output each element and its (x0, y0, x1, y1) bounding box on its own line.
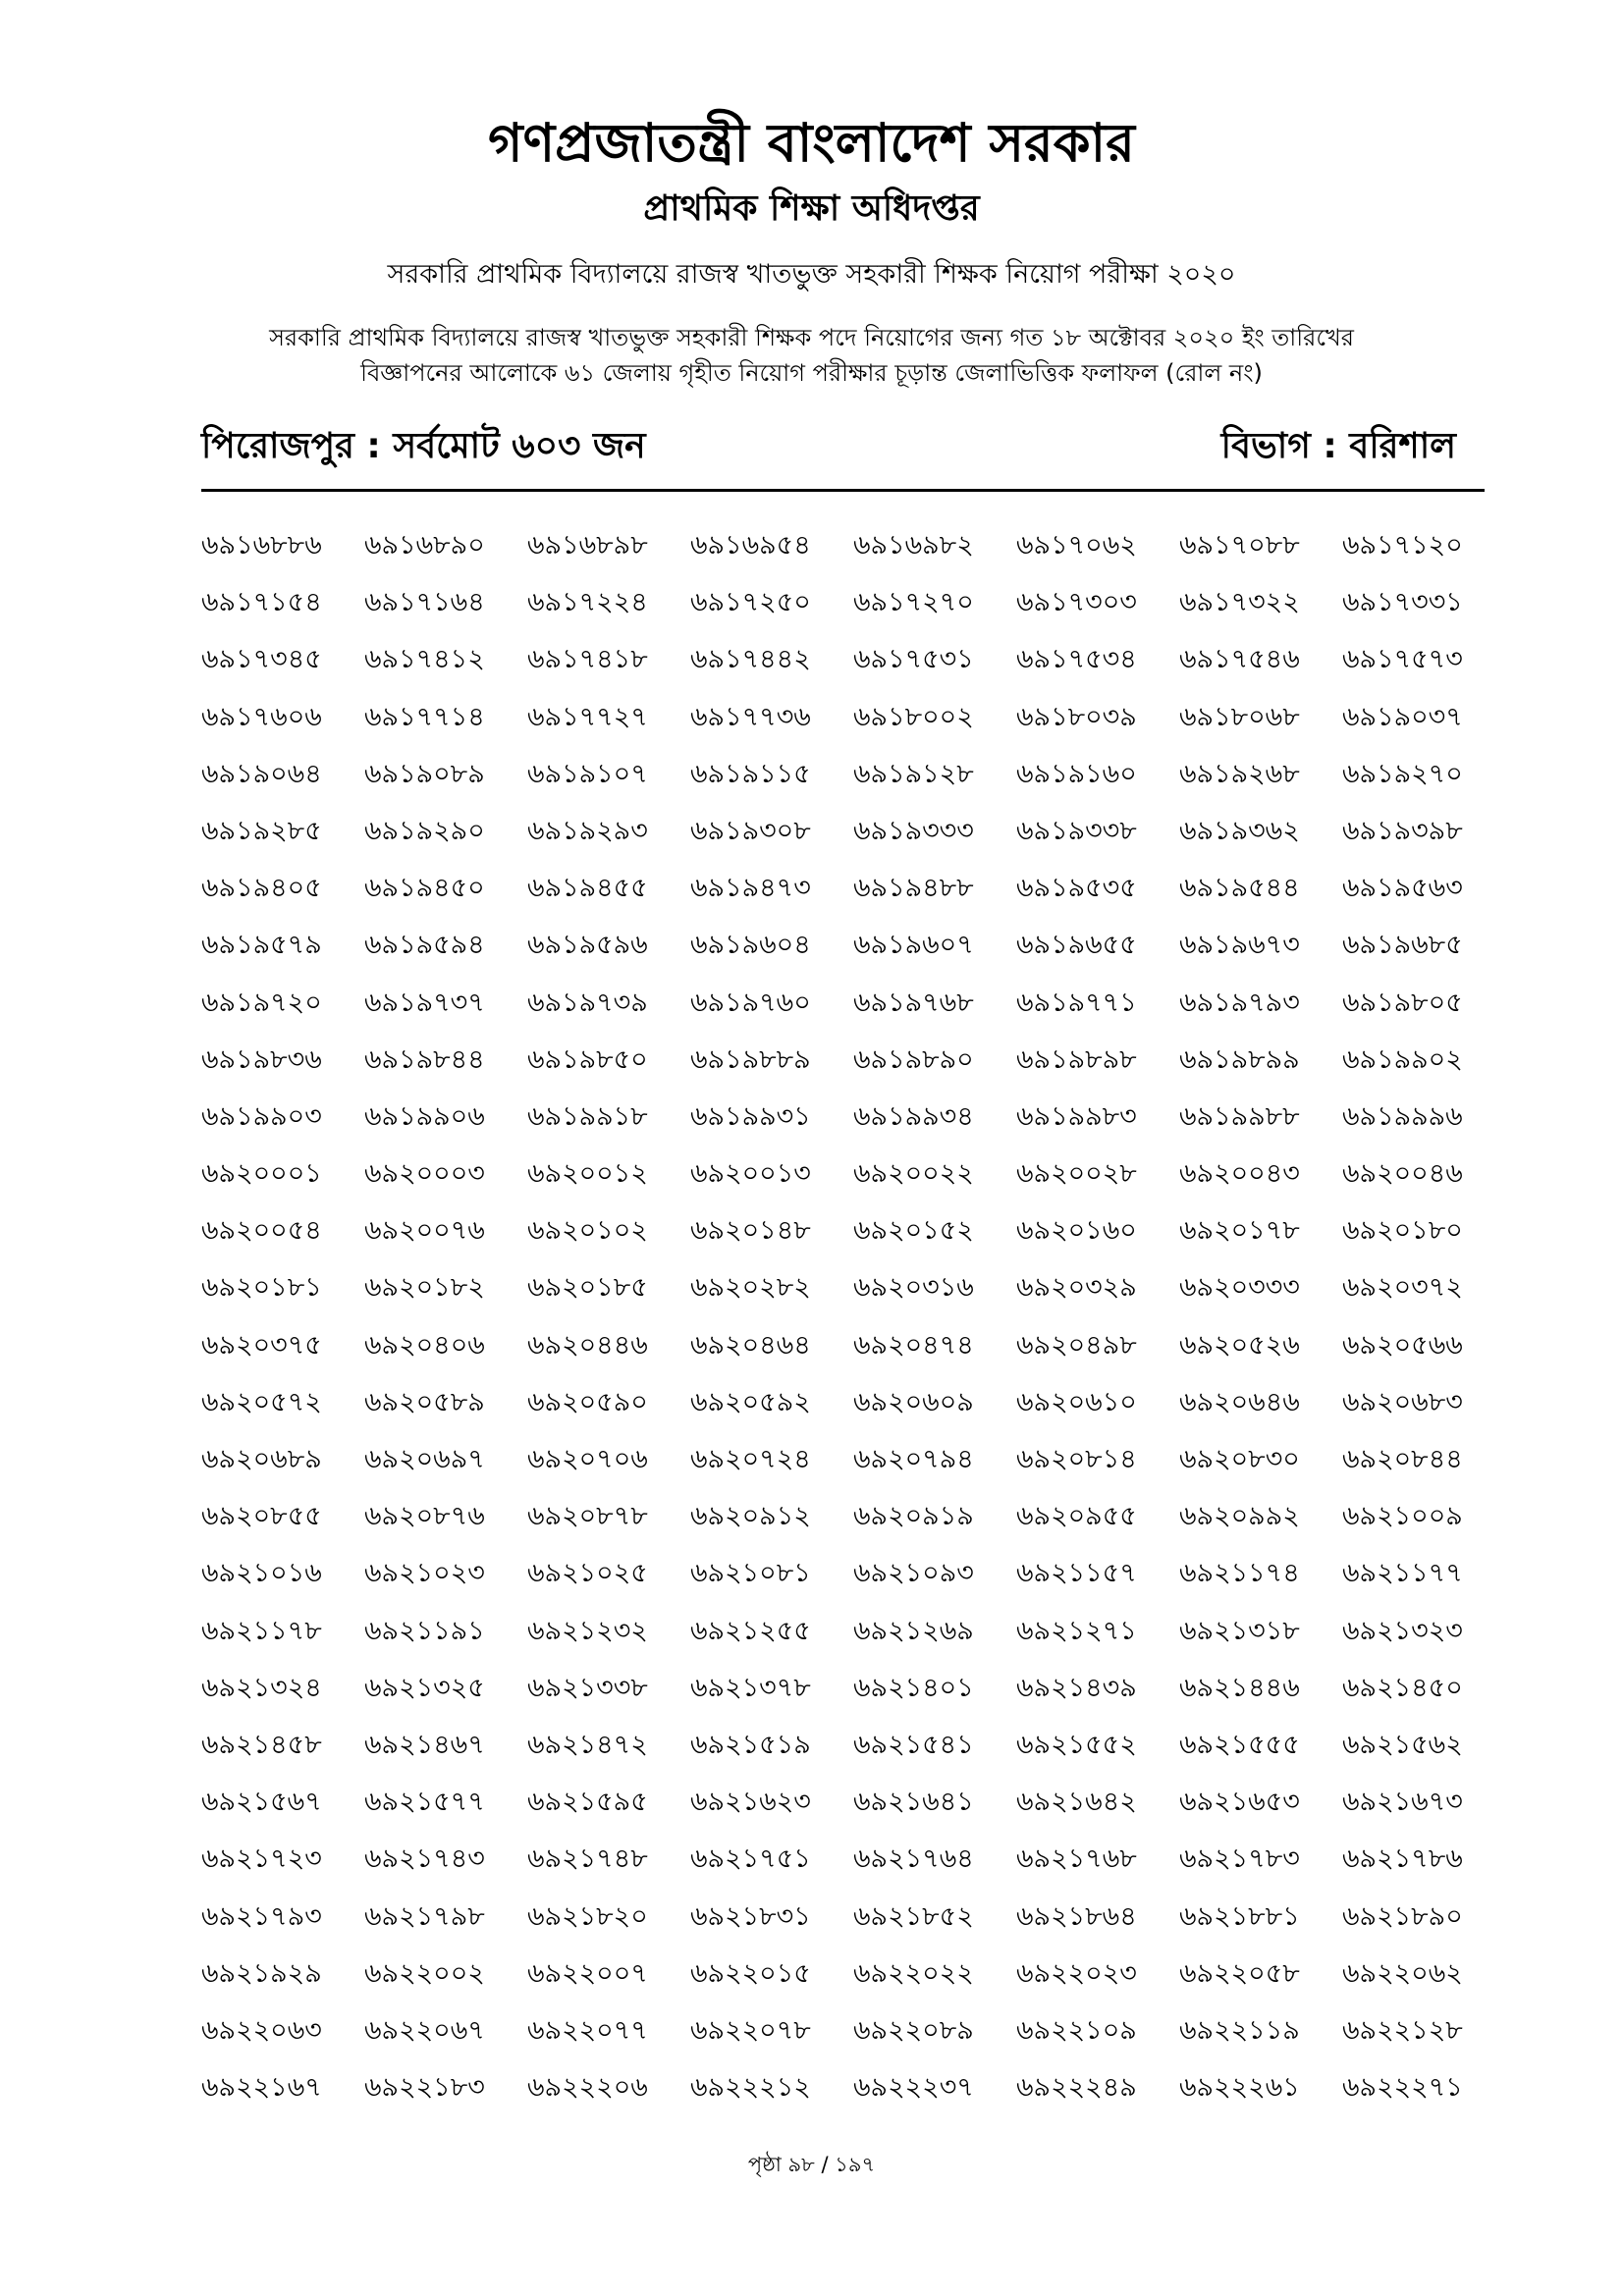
roll-number: ৬৯১৯৬৮৫ (1342, 930, 1463, 961)
roll-number: ৬৯২১১৫৭ (1016, 1558, 1137, 1589)
roll-number: ৬৯২১৪৬৭ (364, 1729, 485, 1760)
description-line-2: বিজ্ঞাপনের আলোকে ৬১ জেলায় গৃহীত নিয়োগ পরীক্ষার চূড়ান্ত জেলাভিত্তিক ফলাফল (রোল নং) (360, 359, 1263, 387)
roll-number: ৬৯১৯৭৩৭ (364, 987, 485, 1018)
roll-number: ৬৯২২০৬২ (1342, 1957, 1463, 1989)
roll-number: ৬৯২১৭৯৮ (364, 1900, 485, 1932)
roll-number: ৬৯২১৫৬৭ (201, 1787, 322, 1818)
roll-number: ৬৯২১০২৩ (364, 1558, 485, 1589)
roll-number: ৬৯২০৮৫৫ (201, 1501, 322, 1532)
roll-number: ৬৯১৯৩০৮ (690, 815, 811, 846)
roll-number: ৬৯১৬৯৫৪ (690, 530, 811, 561)
roll-number: ৬৯২০৯৯২ (1179, 1501, 1300, 1532)
roll-number: ৬৯২২১১৯ (1179, 2014, 1300, 2046)
roll-number: ৬৯২১২৩২ (527, 1615, 648, 1646)
roll-number: ৬৯১৯১০৭ (527, 758, 648, 789)
roll-number: ৬৯১৯৯৯৬ (1342, 1100, 1463, 1132)
roll-number: ৬৯২১৫১৯ (690, 1729, 811, 1760)
exam-name: সরকারি প্রাথমিক বিদ্যালয়ে রাজস্ব খাতভুক্ত সহকারী শিক্ষক নিয়োগ পরীক্ষা ২০২০ (387, 259, 1236, 290)
roll-number: ৬৯১৯৬৫৫ (1016, 930, 1137, 961)
roll-number: ৬৯২২১৬৭ (201, 2072, 322, 2104)
roll-number: ৬৯২০১৮০ (1342, 1215, 1463, 1247)
roll-number: ৬৯১৯৫৩৫ (1016, 873, 1137, 904)
roll-number: ৬৯২০৩৭২ (1342, 1272, 1463, 1304)
roll-number: ৬৯১৯৯০৩ (201, 1100, 322, 1132)
roll-number: ৬৯২১০০৯ (1342, 1501, 1463, 1532)
roll-number: ৬৯২২২৭১ (1342, 2072, 1463, 2104)
roll-number: ৬৯২১১৭৮ (201, 1615, 322, 1646)
roll-number: ৬৯২১৩৭৮ (690, 1672, 811, 1703)
roll-number: ৬৯১৭৭২৭ (527, 701, 648, 732)
description-line-1: সরকারি প্রাথমিক বিদ্যালয়ে রাজস্ব খাতভুক্ত সহকারী শিক্ষক পদে নিয়োগের জন্য গত ১৮ অক্টোবর ২০২০ ইং তারিখের (269, 324, 1354, 351)
roll-number: ৬৯১৯২৯৩ (527, 815, 648, 846)
roll-number: ৬৯১৯৬০৪ (690, 930, 811, 961)
header-divider (201, 489, 1485, 492)
roll-number: ৬৯১৭৪১২ (364, 644, 485, 675)
roll-number: ৬৯২১৩৩৮ (527, 1672, 648, 1703)
roll-number: ৬৯২১৩২৩ (1342, 1615, 1463, 1646)
roll-number: ৬৯২০৮৩০ (1179, 1444, 1300, 1474)
roll-number: ৬৯১৯৮৪৪ (364, 1043, 485, 1075)
roll-number: ৬৯১৯৮৯৯ (1179, 1043, 1300, 1075)
roll-number: ৬৯১৯২৮৫ (201, 815, 322, 846)
roll-number: ৬৯১৭৪৪২ (690, 644, 811, 675)
roll-number: ৬৯২০৪০৬ (364, 1329, 485, 1361)
roll-number: ৬৯২১৭৪৮ (527, 1843, 648, 1875)
roll-number: ৬৯২০২৮২ (690, 1272, 811, 1304)
roll-number: ৬৯১৮০৩৯ (1016, 701, 1137, 732)
roll-number: ৬৯২০৭৯৪ (853, 1444, 974, 1474)
roll-number: ৬৯১৭৩৪৫ (201, 644, 322, 675)
roll-number: ৬৯২০৫২৬ (1179, 1329, 1300, 1361)
roll-number: ৬৯১৯৮৩৬ (201, 1043, 322, 1075)
roll-number: ৬৯২১৮৬৪ (1016, 1900, 1137, 1932)
roll-number: ৬৯২০৩১৬ (853, 1272, 974, 1304)
roll-number: ৬৯২১৭৪৩ (364, 1843, 485, 1875)
roll-number: ৬৯২০৩৭৫ (201, 1329, 322, 1361)
roll-number: ৬৯২২০৭৮ (690, 2014, 811, 2046)
roll-number: ৬৯১৭২২৪ (527, 587, 648, 618)
roll-number: ৬৯২১১৭৪ (1179, 1558, 1300, 1589)
roll-number: ৬৯২১৬৭৩ (1342, 1787, 1463, 1818)
roll-number: ৬৯২০০৪৩ (1179, 1158, 1300, 1190)
roll-number: ৬৯১৯৯৩১ (690, 1100, 811, 1132)
roll-number: ৬৯২১৪৭২ (527, 1729, 648, 1760)
roll-number: ৬৯২১৮৫২ (853, 1900, 974, 1932)
roll-number: ৬৯১৬৮৯৮ (527, 530, 648, 561)
roll-number: ৬৯২০০২৮ (1016, 1158, 1137, 1190)
roll-number: ৬৯২২১০৯ (1016, 2014, 1137, 2046)
division-name: বিভাগ : বরিশাল (1220, 426, 1456, 466)
roll-number: ৬৯১৭৫৩৪ (1016, 644, 1137, 675)
roll-number: ৬৯১৭২৫০ (690, 587, 811, 618)
roll-number: ৬৯২১৮৩১ (690, 1900, 811, 1932)
roll-number: ৬৯২১৫৫২ (1016, 1729, 1137, 1760)
roll-number: ৬৯২১২৭১ (1016, 1615, 1137, 1646)
roll-number: ৬৯২১০১৬ (201, 1558, 322, 1589)
roll-number: ৬৯১৬৮৯০ (364, 530, 485, 561)
roll-number: ৬৯২০৫৯২ (690, 1386, 811, 1417)
roll-number: ৬৯১৯৩৯৮ (1342, 815, 1463, 846)
roll-number: ৬৯২২০৭৭ (527, 2014, 648, 2046)
roll-number: ৬৯১৯৪০৫ (201, 873, 322, 904)
roll-number: ৬৯২১৭৮৬ (1342, 1843, 1463, 1875)
roll-number: ৬৯২১৫৯৫ (527, 1787, 648, 1818)
roll-number: ৬৯১৯৯৮৮ (1179, 1100, 1300, 1132)
roll-number: ৬৯২১৭৬৮ (1016, 1843, 1137, 1875)
roll-number: ৬৯২১৭২৩ (201, 1843, 322, 1875)
roll-number: ৬৯২২২৬১ (1179, 2072, 1300, 2104)
roll-number: ৬৯২০৮৭৮ (527, 1501, 648, 1532)
roll-number: ৬৯২২২৪৯ (1016, 2072, 1137, 2104)
roll-number: ৬৯১৭৩২২ (1179, 587, 1300, 618)
roll-number: ৬৯১৯৫৭৯ (201, 930, 322, 961)
roll-number: ৬৯১৯৫৯৬ (527, 930, 648, 961)
roll-number: ৬৯২১৬২৩ (690, 1787, 811, 1818)
roll-number: ৬৯১৯৯৩৪ (853, 1100, 974, 1132)
roll-number: ৬৯১৯৮০৫ (1342, 987, 1463, 1018)
roll-number: ৬৯২০১৬০ (1016, 1215, 1137, 1247)
roll-number: ৬৯২০০০১ (201, 1158, 322, 1190)
roll-number: ৬৯১৯৪৫০ (364, 873, 485, 904)
roll-number: ৬৯২০০৭৬ (364, 1215, 485, 1247)
roll-number: ৬৯১৯২৭০ (1342, 758, 1463, 789)
roll-number: ৬৯২০৪৬৪ (690, 1329, 811, 1361)
roll-number: ৬৯২২২১২ (690, 2072, 811, 2104)
roll-number: ৬৯২১২৫৫ (690, 1615, 811, 1646)
roll-number: ৬৯১৯৮৮৯ (690, 1043, 811, 1075)
roll-number: ৬৯১৭৫৭৩ (1342, 644, 1463, 675)
roll-number: ৬৯২০৬১০ (1016, 1386, 1137, 1417)
roll-number: ৬৯২২০৬৩ (201, 2014, 322, 2046)
roll-number: ৬৯২০১৮৫ (527, 1272, 648, 1304)
roll-number: ৬৯২১৭৫১ (690, 1843, 811, 1875)
roll-number: ৬৯১৭৫৩১ (853, 644, 974, 675)
roll-number: ৬৯১৯৭৬৮ (853, 987, 974, 1018)
roll-number: ৬৯২০৬৮৩ (1342, 1386, 1463, 1417)
roll-number: ৬৯১৭৭৩৬ (690, 701, 811, 732)
roll-number: ৬৯১৯৭৯৩ (1179, 987, 1300, 1018)
roll-number: ৬৯২০৬০৯ (853, 1386, 974, 1417)
roll-number: ৬৯১৭৫৪৬ (1179, 644, 1300, 675)
roll-number: ৬৯২০৬৪৬ (1179, 1386, 1300, 1417)
roll-number: ৬৯১৭১২০ (1342, 530, 1463, 561)
district-total: পিরোজপুর : সর্বমোট ৬০৩ জন (201, 426, 646, 466)
roll-number: ৬৯১৭০৮৮ (1179, 530, 1300, 561)
roll-number: ৬৯২০০১৩ (690, 1158, 811, 1190)
roll-number: ৬৯২০৭০৬ (527, 1444, 648, 1474)
roll-number: ৬৯২২০৮৯ (853, 2014, 974, 2046)
document-title: গণপ্রজাতন্ত্রী বাংলাদেশ সরকার (488, 112, 1135, 174)
roll-number: ৬৯২১০২৫ (527, 1558, 648, 1589)
roll-number: ৬৯২০৯১৯ (853, 1501, 974, 1532)
roll-number: ৬৯২১৫৬২ (1342, 1729, 1463, 1760)
roll-number: ৬৯২২০২২ (853, 1957, 974, 1989)
roll-number: ৬৯১৯৩৩৮ (1016, 815, 1137, 846)
roll-number: ৬৯১৯৫৪৪ (1179, 873, 1300, 904)
roll-number: ৬৯২০৫৭২ (201, 1386, 322, 1417)
roll-number: ৬৯১৬৮৮৬ (201, 530, 322, 561)
roll-number: ৬৯১৭৪১৮ (527, 644, 648, 675)
roll-number: ৬৯২২২০৬ (527, 2072, 648, 2104)
roll-number: ৬৯২১৪৫০ (1342, 1672, 1463, 1703)
roll-number: ৬৯১৯২৬৮ (1179, 758, 1300, 789)
roll-number: ৬৯২১৮২০ (527, 1900, 648, 1932)
roll-number: ৬৯১৯৪৭৩ (690, 873, 811, 904)
roll-number: ৬৯১৯৬৭৩ (1179, 930, 1300, 961)
roll-number: ৬৯২২০৫৮ (1179, 1957, 1300, 1989)
roll-number: ৬৯১৯৭৩৯ (527, 987, 648, 1018)
roll-number: ৬৯২০১০২ (527, 1215, 648, 1247)
roll-number: ৬৯২১৫৫৫ (1179, 1729, 1300, 1760)
roll-number: ৬৯২০০৫৪ (201, 1215, 322, 1247)
roll-number: ৬৯২২০০২ (364, 1957, 485, 1989)
roll-number: ৬৯১৯৮৯৮ (1016, 1043, 1137, 1075)
roll-number: ৬৯২০৫৯০ (527, 1386, 648, 1417)
roll-number: ৬৯১৯০৮৯ (364, 758, 485, 789)
roll-number: ৬৯২০৪৭৪ (853, 1329, 974, 1361)
roll-number: ৬৯২২২৩৭ (853, 2072, 974, 2104)
roll-number: ৬৯২১৩২৫ (364, 1672, 485, 1703)
roll-number: ৬৯২০১৮২ (364, 1272, 485, 1304)
roll-number: ৬৯১৭১৬৪ (364, 587, 485, 618)
roll-number: ৬৯২১০৯৩ (853, 1558, 974, 1589)
roll-number: ৬৯১৮০০২ (853, 701, 974, 732)
roll-number: ৬৯১৯৫৬৩ (1342, 873, 1463, 904)
roll-number: ৬৯২০৫৬৬ (1342, 1329, 1463, 1361)
roll-number: ৬৯১৯১১৫ (690, 758, 811, 789)
roll-number: ৬৯১৯৬০৭ (853, 930, 974, 961)
roll-number: ৬৯২১৪৩৯ (1016, 1672, 1137, 1703)
roll-number: ৬৯১৭৩০৩ (1016, 587, 1137, 618)
roll-number: ৬৯১৯৯০৬ (364, 1100, 485, 1132)
roll-number: ৬৯২০৪৯৮ (1016, 1329, 1137, 1361)
roll-number: ৬৯১৭১৫৪ (201, 587, 322, 618)
roll-number: ৬৯২১৬৫৩ (1179, 1787, 1300, 1818)
roll-number: ৬৯২১০৮১ (690, 1558, 811, 1589)
roll-number: ৬৯২১৫৪১ (853, 1729, 974, 1760)
roll-number: ৬৯১৯০৩৭ (1342, 701, 1463, 732)
roll-number: ৬৯২১৪৪৬ (1179, 1672, 1300, 1703)
roll-number: ৬৯১৯৭৭১ (1016, 987, 1137, 1018)
roll-number: ৬৯২১৮৯০ (1342, 1900, 1463, 1932)
roll-number: ৬৯২০৯৫৫ (1016, 1501, 1137, 1532)
roll-number: ৬৯২০১৫২ (853, 1215, 974, 1247)
roll-number: ৬৯২০১৭৮ (1179, 1215, 1300, 1247)
roll-number: ৬৯২০৮১৪ (1016, 1444, 1137, 1474)
roll-number: ৬৯২০৩২৯ (1016, 1272, 1137, 1304)
roll-number: ৬৯২০৫৮৯ (364, 1386, 485, 1417)
roll-number: ৬৯১৯৩৩৩ (853, 815, 974, 846)
roll-number: ৬৯২২১২৮ (1342, 2014, 1463, 2046)
roll-number: ৬৯১৯০৬৪ (201, 758, 322, 789)
roll-number: ৬৯২০৮৪৪ (1342, 1444, 1463, 1474)
roll-number: ৬৯২০৮৭৬ (364, 1501, 485, 1532)
roll-number: ৬৯২১৫৭৭ (364, 1787, 485, 1818)
roll-number: ৬৯১৯২৯০ (364, 815, 485, 846)
roll-number: ৬৯২১৭৮৩ (1179, 1843, 1300, 1875)
roll-number: ৬৯১৯৭২০ (201, 987, 322, 1018)
roll-number: ৬৯১৯১২৮ (853, 758, 974, 789)
roll-number: ৬৯২০৪৪৬ (527, 1329, 648, 1361)
roll-number: ৬৯১৯৪৮৮ (853, 873, 974, 904)
roll-number: ৬৯২০৯১২ (690, 1501, 811, 1532)
roll-number: ৬৯১৭৭১৪ (364, 701, 485, 732)
roll-number: ৬৯২০৬৯৭ (364, 1444, 485, 1474)
roll-number: ৬৯২২০৬৭ (364, 2014, 485, 2046)
roll-number: ৬৯২০১৪৮ (690, 1215, 811, 1247)
roll-number: ৬৯২০৩৩৩ (1179, 1272, 1300, 1304)
roll-number: ৬৯১৯৮৯০ (853, 1043, 974, 1075)
roll-number: ৬৯১৯৫৯৪ (364, 930, 485, 961)
roll-number: ৬৯১৬৯৮২ (853, 530, 974, 561)
roll-number: ৬৯১৯৭৬০ (690, 987, 811, 1018)
roll-number: ৬৯২১৬৪১ (853, 1787, 974, 1818)
roll-number: ৬৯২১৪৫৮ (201, 1729, 322, 1760)
roll-number-grid (201, 526, 1497, 2125)
department-name: প্রাথমিক শিক্ষা অধিদপ্তর (643, 188, 980, 229)
roll-number: ৬৯২১১৭৭ (1342, 1558, 1463, 1589)
roll-number: ৬৯২০০৪৬ (1342, 1158, 1463, 1190)
roll-number: ৬৯২২০২৩ (1016, 1957, 1137, 1989)
roll-number: ৬৯২১৪০১ (853, 1672, 974, 1703)
roll-number: ৬৯২০১৮১ (201, 1272, 322, 1304)
roll-number: ৬৯১৯৯১৮ (527, 1100, 648, 1132)
roll-number: ৬৯২২০১৫ (690, 1957, 811, 1989)
roll-number: ৬৯১৯৪৫৫ (527, 873, 648, 904)
roll-number: ৬৯২১৮৮১ (1179, 1900, 1300, 1932)
roll-number: ৬৯২১৩২৪ (201, 1672, 322, 1703)
roll-number: ৬৯২২০০৭ (527, 1957, 648, 1989)
roll-number: ৬৯২০৭২৪ (690, 1444, 811, 1474)
roll-number: ৬৯২১৭৯৩ (201, 1900, 322, 1932)
page-number: পৃষ্ঠা ৯৮ / ১৯৭ (747, 2153, 876, 2176)
roll-number: ৬৯২২১৮৩ (364, 2072, 485, 2104)
roll-number: ৬৯১৯১৬০ (1016, 758, 1137, 789)
roll-number: ৬৯১৯৯০২ (1342, 1043, 1463, 1075)
roll-number: ৬৯২০৬৮৯ (201, 1444, 322, 1474)
roll-number: ৬৯১৭৩৩১ (1342, 587, 1463, 618)
roll-number: ৬৯১৭২৭০ (853, 587, 974, 618)
roll-number: ৬৯১৯৮৫০ (527, 1043, 648, 1075)
roll-number: ৬৯২১৯২৯ (201, 1957, 322, 1989)
roll-number: ৬৯১৭০৬২ (1016, 530, 1137, 561)
roll-number: ৬৯২১৩১৮ (1179, 1615, 1300, 1646)
roll-number: ৬৯২১২৬৯ (853, 1615, 974, 1646)
roll-number: ৬৯২১১৯১ (364, 1615, 485, 1646)
roll-number: ৬৯১৯৯৮৩ (1016, 1100, 1137, 1132)
roll-number: ৬৯২০০২২ (853, 1158, 974, 1190)
roll-number: ৬৯১৭৬০৬ (201, 701, 322, 732)
roll-number: ৬৯১৮০৬৮ (1179, 701, 1300, 732)
roll-number: ৬৯২১৬৪২ (1016, 1787, 1137, 1818)
roll-number: ৬৯২১৭৬৪ (853, 1843, 974, 1875)
roll-number: ৬৯২০০০৩ (364, 1158, 485, 1190)
roll-number: ৬৯২০০১২ (527, 1158, 648, 1190)
roll-number: ৬৯১৯৩৬২ (1179, 815, 1300, 846)
